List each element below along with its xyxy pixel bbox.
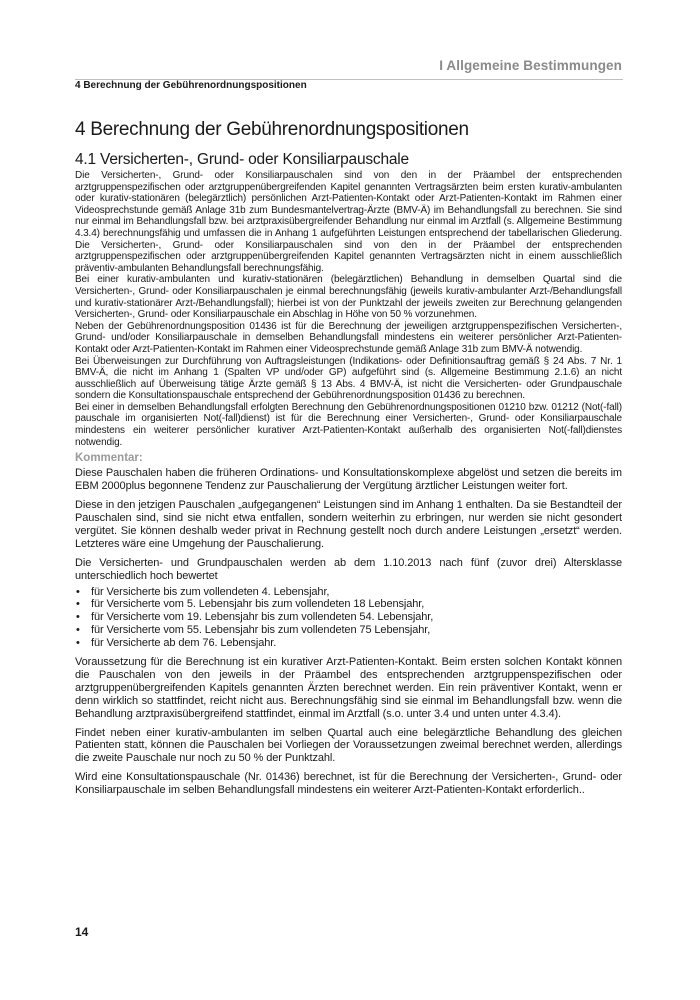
list-item-text: für Versicherte ab dem 76. Lebensjahr. (91, 637, 277, 650)
bullet-icon: • (76, 624, 80, 637)
running-head: I Allgemeine Bestimmungen (439, 58, 622, 73)
list-item-text: für Versicherte vom 19. Lebensjahr bis zum vollendeten 54. Lebensjahr, (91, 611, 434, 624)
list-item-text: für Versicherte bis zum vollendeten 4. Lebensjahr, (91, 585, 330, 598)
list-item (75, 611, 622, 624)
comment-paragraph: Wird eine Konsultationspauschale (Nr. 01436) berechnet, ist für die Berechnung der Versicherten-, Grund- oder Konsiliarpauschale im selben Behandlungsfall mindestens ein weiterer Arzt-Patienten-Kontakt erforderlich.. (75, 771, 622, 797)
page-content (75, 118, 622, 803)
rule-text (75, 170, 622, 448)
comment-paragraph: Diese in den jetzigen Pauschalen „aufgegangenen“ Leistungen sind im Anhang 1 enthalten. Da sie Bestandteil der Pauschalen sind, sind sie nicht etwa entfallen, sondern weiterhin zu erbringen, nur werden sie nicht gesondert vergütet. Sie können deshalb weder privat in Rechnung gestellt noch durch andere Leistungen „ersetzt“ werden. Letzteres wäre eine Umgehung der Pauschalierung. (75, 499, 622, 550)
section-subhead: 4 Berechnung der Gebührenordnungspositionen (75, 80, 307, 91)
list-item-text: für Versicherte vom 5. Lebensjahr bis zum vollendeten 18 Lebensjahr, (91, 598, 425, 611)
list-item-text: für Versicherte vom 55. Lebensjahr bis zum vollendeten 75 Lebensjahr, (91, 624, 431, 637)
section-title: 4.1 Versicherten-, Grund- oder Konsiliarpauschale (75, 151, 409, 168)
rule-paragraph: Bei einer kurativ-ambulanten und kurativ-stationären (belegärztlichen) Behandlung in demselben Quartal sind die Versicherten-, Grund- oder Konsiliarpauschalen je einmal berechnungsfähig (jeweils kurativ-ambulanter Arzt-/Behandlungsfall und kurativ-stationärer Arzt-/Behandlungsfall); hierbei ist von der Punktzahl der jeweils zweiten zur Berechnung gelangenden Versicherten-, Grund- oder Konsiliarpauschale ein Abschlag in Höhe von 50 % vorzunehmen. (75, 274, 622, 321)
bullet-icon: • (76, 598, 80, 611)
bullet-icon: • (76, 637, 80, 650)
comment-paragraph: Voraussetzung für die Berechnung ist ein kurativer Arzt-Patienten-Kontakt. Beim ersten solchen Kontakt können die Pauschalen von den jeweils in der Präambel des entsprechenden arztgruppenspezifischen oder arztgruppenübergreifenden Kapitels genannten Ärzten berechnet werden. Ein rein präventiver Kontakt, wenn er denn wirklich so stattfindet, reicht nicht aus. Berechnungsfähig sind sie einmal im Behandlungsfall bzw. wenn die Behandlung arztpraxisübergreifend stattfindet, einmal im Arztfall (s.o. unter 3.4 und unten unter 4.3.4). (75, 656, 622, 720)
rule-paragraph: Neben der Gebührenordnungsposition 01436 ist für die Berechnung der jeweiligen arztgruppenspezifischen Versicherten-, Grund- und/oder Konsiliarpauschale in demselben Behandlungsfall mindestens ein weiterer persönlicher Arzt-Patienten-Kontakt oder Arzt-Patienten-Kontakt im Rahmen einer Videosprechstunde gemäß Anlage 31b zum BMV-Ä notwendig. (75, 320, 622, 355)
comment-text (75, 467, 622, 797)
list-item (75, 624, 622, 637)
chapter-title: 4 Berechnung der Gebührenordnungspositionen (75, 119, 469, 140)
comment-paragraph: Die Versicherten- und Grundpauschalen werden ab dem 1.10.2013 nach fünf (zuvor drei) Altersklasse unterschiedlich hoch bewertet (75, 556, 622, 582)
comment-paragraph: Findet neben einer kurativ-ambulanten im selben Quartal auch eine belegärztliche Behandlung des gleichen Patienten statt, können die Pauschalen bei Vorliegen der Voraussetzungen zweimal berechnet werden, allerdings die zweite Pauschale nur noch zu 50 % der Punktzahl. (75, 726, 622, 765)
rule-paragraph: Die Versicherten-, Grund- oder Konsiliarpauschalen sind von den in der Präambel der entsprechenden arztgruppenspezifischen oder arztgruppenübergreifenden Kapitel genannten Vertragsärzten beim ersten kurativ-ambulanten oder kurativ-stationären (belegärztlich) persönlichen Arzt-Patienten-Kontakt oder Arzt-Patienten-Kontakt im Rahmen einer Videosprechstunde gemäß Anlage 31b zum Bundesmantelvertrag-Ärzte (BMV-Ä) im Behandlungsfall zu berechnen. Sie sind nur einmal im Behandlungsfall bzw. bei arztpraxisübergreifender Behandlung nur einmal im Arztfall (s. Allgemeine Bestimmung 4.3.4) berechnungsfähig und umfassen die in Anhang 1 aufgeführten Leistungen entsprechend der tabellarischen Gliederung. Die Versicherten-, Grund- oder Konsiliarpauschalen sind von den in der Präambel der entsprechenden arztgruppenspezifischen oder arztgruppenübergreifenden Kapitel genannten Vertragsärzten nicht in einem ausschließlich präventiv-ambulanten Behandlungsfall berechnungsfähig. (75, 170, 622, 274)
bullet-icon: • (76, 585, 80, 598)
page-number: 14 (75, 925, 89, 939)
comment-paragraph: Diese Pauschalen haben die früheren Ordinations- und Konsultationskomplexe abgelöst und setzen die bereits im EBM 2000plus begonnene Tendenz zur Pauschalierung der Vergütung ärztlicher Leistungen weiter fort. (75, 467, 622, 493)
list-item (75, 598, 622, 611)
rule-paragraph: Bei einer in demselben Behandlungsfall erfolgten Berechnung den Gebührenordnungspositionen 01210 bzw. 01212 (Not(-fall) pauschale im organisierten Not(-fall)dienst) ist für die Berechnung einer Versicherten-, Grund- oder Konsiliarpauschale mindestens ein weiterer persönlicher kurativer Arzt-Patienten-Kontakt außerhalb des organisierten Not(-fall)dienstes notwendig. (75, 401, 622, 448)
list-item (75, 637, 622, 650)
bullet-icon: • (76, 611, 80, 624)
rule-paragraph: Bei Überweisungen zur Durchführung von Auftragsleistungen (Indikations- oder Definitionsauftrag gemäß § 24 Abs. 7 Nr. 1 BMV-Ä, die nicht im Anhang 1 (Spalten VP und/oder GP) aufgeführt sind (s. Allgemeine Bestimmung 2.1.6) an nicht ausschließlich auf Überweisung tätige Ärzte gemäß § 13 Abs. 4 BMV-Ä, ist nicht die Versicherten- oder Grundpauschale sondern die Konsultationspauschale entsprechend der Gebührenordnungsposition 01436 zu berechnen. (75, 355, 622, 402)
comment-label: Kommentar: (75, 452, 143, 465)
age-class-list (75, 586, 622, 651)
list-item (75, 586, 622, 599)
